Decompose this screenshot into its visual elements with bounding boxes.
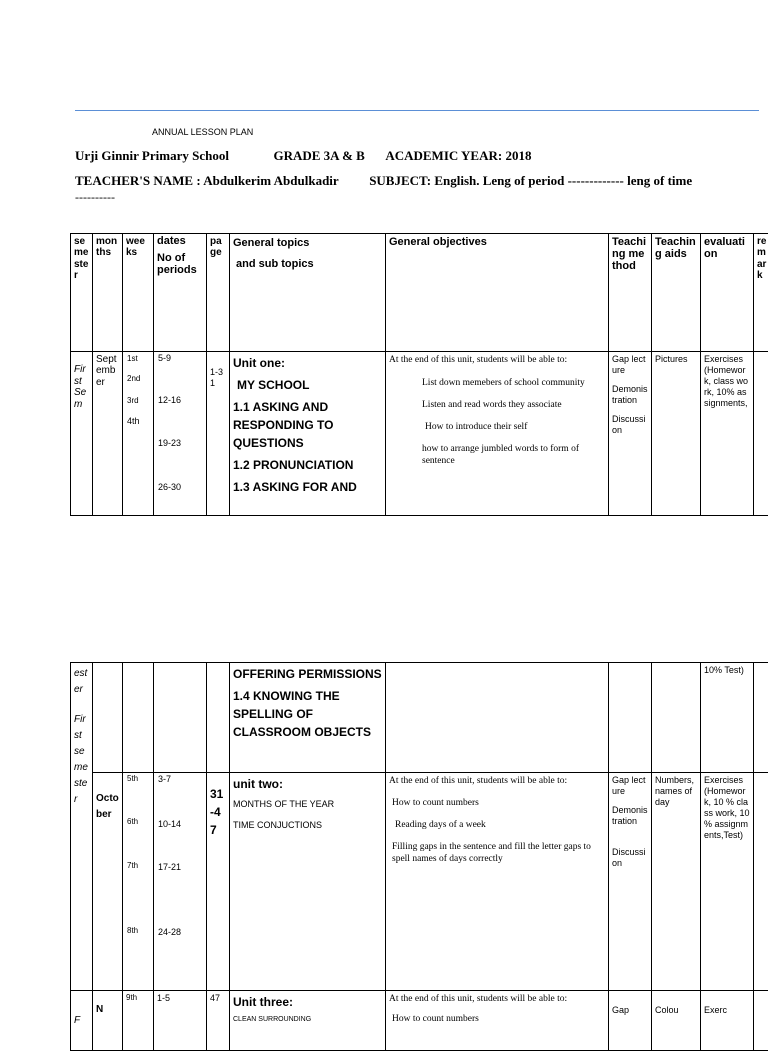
row2-method xyxy=(609,663,652,773)
school-line xyxy=(75,148,531,164)
row3-method xyxy=(609,773,652,991)
col-topics-label: General topics xyxy=(233,236,382,250)
date-range: 10-14 xyxy=(158,819,181,830)
table-row xyxy=(71,773,768,991)
row3-evaluation: Exercises (Homework, 10 % class work, 10 % assignments,Test) xyxy=(701,773,754,991)
objective-item: How to count numbers xyxy=(392,1013,605,1025)
row3-page: 31-47 xyxy=(207,773,230,991)
row4-dates: 1-5 xyxy=(154,991,207,1051)
semester-continued: ester xyxy=(74,666,89,698)
row3-weeks xyxy=(123,773,154,991)
date-range: 24-28 xyxy=(158,927,181,938)
week-label: 2nd xyxy=(127,373,140,384)
week-label: 6th xyxy=(127,817,138,826)
row4-topics xyxy=(230,991,386,1051)
row3-dates xyxy=(154,773,207,991)
week-label: 7th xyxy=(127,861,138,870)
topic-item: MY SCHOOL xyxy=(237,376,382,394)
row4-aids: Colou xyxy=(652,991,701,1051)
objective-intro: At the end of this unit, students will be able to: xyxy=(389,993,605,1005)
row4-objectives xyxy=(386,991,609,1051)
teacher-line xyxy=(75,173,692,189)
row1-evaluation: Exercises (Homework, class work, 10% assignments, xyxy=(701,352,754,516)
row2-dates xyxy=(154,663,207,773)
row1-month: September xyxy=(93,352,123,516)
objective-item: how to arrange jumbled words to form of sentence xyxy=(422,443,605,467)
week-label: 4th xyxy=(127,416,140,427)
week-label: 3rd xyxy=(127,395,139,406)
row1-objectives xyxy=(386,352,609,516)
col-dates-label: dates xyxy=(157,236,203,247)
header-row xyxy=(71,234,768,352)
col-aids: Teaching aids xyxy=(652,234,701,352)
row1-remark xyxy=(754,352,768,516)
topic-item: 1.2 PRONUNCIATION xyxy=(233,456,382,474)
col-dates xyxy=(154,234,207,352)
col-weeks: weeks xyxy=(123,234,154,352)
unit-title: unit two: xyxy=(233,775,382,793)
row3-month: October xyxy=(93,773,123,991)
col-method: Teaching method xyxy=(609,234,652,352)
lesson-plan-table-1 xyxy=(70,233,768,516)
objective-intro: At the end of this unit, students will be able to: xyxy=(389,775,605,787)
row4-weeks: 9th xyxy=(123,991,154,1051)
row3-aids: Numbers, names of day xyxy=(652,773,701,991)
topic-item: MONTHS OF THE YEAR xyxy=(233,799,382,809)
col-objectives: General objectives xyxy=(386,234,609,352)
topic-item: 1.1 ASKING AND RESPONDING TO QUESTIONS xyxy=(233,398,382,452)
row3-objectives xyxy=(386,773,609,991)
col-page: page xyxy=(207,234,230,352)
col-evaluation: evaluation xyxy=(701,234,754,352)
date-range: 5-9 xyxy=(158,353,171,364)
week-label: 8th xyxy=(127,926,138,935)
row2-page xyxy=(207,663,230,773)
school-name: Urji Ginnir Primary School xyxy=(75,148,229,164)
unit-title: Unit one: xyxy=(233,354,382,372)
academic-year: ACADEMIC YEAR: 2018 xyxy=(385,148,531,164)
date-range: 19-23 xyxy=(158,438,181,449)
objective-item: How to introduce their self xyxy=(425,421,605,433)
subject: SUBJECT: English. Leng of period ------------- leng of time xyxy=(369,173,692,189)
objective-item: How to count numbers xyxy=(392,797,605,809)
row2-month xyxy=(93,663,123,773)
table-row xyxy=(71,663,768,773)
row1-page: 1-31 xyxy=(207,352,230,516)
row2-weeks xyxy=(123,663,154,773)
col-subtopics-label: and sub topics xyxy=(236,257,382,271)
row1-aids: Pictures xyxy=(652,352,701,516)
date-range: 3-7 xyxy=(158,774,171,785)
topic-item: OFFERING PERMISSIONS xyxy=(233,665,382,683)
row4-evaluation: Exerc xyxy=(701,991,754,1051)
method-item: Discussion xyxy=(612,847,648,869)
method-item: Discussion xyxy=(612,414,648,436)
row4-method: Gap xyxy=(609,991,652,1051)
row1-method xyxy=(609,352,652,516)
topic-item: 1.3 ASKING FOR AND xyxy=(233,478,382,496)
method-item: Gap lecture xyxy=(612,354,648,376)
objective-item: Reading days of a week xyxy=(395,819,605,831)
date-range: 12-16 xyxy=(158,395,181,406)
table-row xyxy=(71,352,768,516)
row1-dates xyxy=(154,352,207,516)
row1-weeks xyxy=(123,352,154,516)
method-item: Demonistration xyxy=(612,805,648,827)
row4-month: N xyxy=(93,991,123,1051)
row2-aids xyxy=(652,663,701,773)
grade: GRADE 3A & B xyxy=(273,148,364,164)
unit-title: Unit three: xyxy=(233,993,382,1011)
row2-evaluation: 10% Test) xyxy=(701,663,754,773)
row1-topics xyxy=(230,352,386,516)
row2-objectives xyxy=(386,663,609,773)
row4-page: 47 xyxy=(207,991,230,1051)
teacher-name: TEACHER'S NAME : Abdulkerim Abdulkadir xyxy=(75,173,339,189)
topic-item: CLEAN SURROUNDING xyxy=(233,1016,382,1023)
row3-topics xyxy=(230,773,386,991)
objective-item: Filling gaps in the sentence and fill the letter gaps to spell names of days correctly xyxy=(392,841,605,865)
week-label: 1st xyxy=(127,353,138,364)
col-semester: semester xyxy=(71,234,93,352)
subject-continuation: ---------- xyxy=(75,190,115,205)
method-item: Demonistration xyxy=(612,384,648,406)
row3-remark xyxy=(754,773,768,991)
objective-item: Listen and read words they associate xyxy=(422,399,605,411)
date-range: 26-30 xyxy=(158,482,181,493)
row1-semester: First Sem xyxy=(71,352,93,516)
table-row xyxy=(71,991,768,1051)
week-label: 5th xyxy=(127,774,138,783)
date-range: 17-21 xyxy=(158,862,181,873)
row2-topics xyxy=(230,663,386,773)
row2-remark xyxy=(754,663,768,773)
row4-remark xyxy=(754,991,768,1051)
header-rule xyxy=(75,110,759,111)
col-periods-label: No of periods xyxy=(157,253,203,276)
row2-semester xyxy=(71,663,93,991)
row4-semester: F xyxy=(71,991,93,1051)
col-months: months xyxy=(93,234,123,352)
topic-item: TIME CONJUCTIONS xyxy=(233,820,382,830)
doc-title: ANNUAL LESSON PLAN xyxy=(152,127,253,137)
objective-intro: At the end of this unit, students will be able to: xyxy=(389,354,605,366)
semester-label: First semester xyxy=(74,712,89,808)
topic-item: 1.4 KNOWING THE SPELLING OF CLASSROOM OBJECTS xyxy=(233,687,382,741)
col-remark: remark xyxy=(754,234,768,352)
method-item: Gap lecture xyxy=(612,775,648,797)
col-topics xyxy=(230,234,386,352)
objective-item: List down memebers of school community xyxy=(422,377,605,389)
lesson-plan-table-2 xyxy=(70,662,768,1051)
